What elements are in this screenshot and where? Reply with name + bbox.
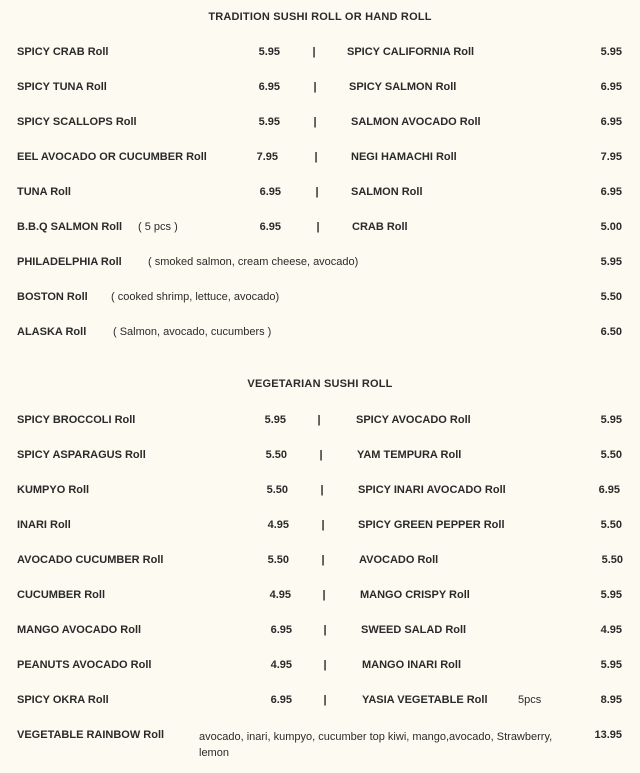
- item-price: 6.95: [259, 186, 281, 198]
- item-price: 5.00: [600, 221, 622, 233]
- item-name: SPICY SALMON Roll: [349, 81, 457, 93]
- item-price: 7.95: [256, 151, 278, 163]
- separator: |: [323, 694, 327, 706]
- item-name: INARI Roll: [17, 519, 71, 531]
- item-price: 6.95: [270, 624, 292, 636]
- item-price: 5.50: [267, 554, 289, 566]
- item-name: SPICY OKRA Roll: [17, 694, 109, 706]
- item-name: PEANUTS AVOCADO Roll: [17, 659, 152, 671]
- separator: |: [320, 484, 324, 496]
- item-price: 5.95: [264, 414, 286, 426]
- item-price: 5.50: [600, 519, 622, 531]
- item-price: 5.95: [600, 256, 622, 268]
- menu-row: [0, 150, 640, 164]
- item-name: YASIA VEGETABLE Roll: [362, 694, 488, 706]
- separator: |: [315, 186, 319, 198]
- item-price: 4.95: [267, 519, 289, 531]
- item-name: VEGETABLE RAINBOW Roll: [17, 729, 165, 741]
- menu-row: [0, 448, 640, 462]
- item-price: 6.95: [600, 116, 622, 128]
- item-price: 6.95: [270, 694, 292, 706]
- menu-row: [0, 185, 640, 199]
- item-name: SPICY GREEN PEPPER Roll: [358, 519, 505, 531]
- item-name: MANGO INARI Roll: [362, 659, 461, 671]
- item-name: CRAB Roll: [352, 221, 408, 233]
- menu-row: [0, 588, 640, 602]
- item-name: TUNA Roll: [17, 186, 71, 198]
- section-title-vegetarian: VEGETARIAN SUSHI ROLL: [247, 378, 393, 390]
- menu-row: [0, 115, 640, 129]
- item-name: SPICY AVOCADO Roll: [356, 414, 471, 426]
- menu-row: [0, 45, 640, 59]
- separator: |: [314, 151, 318, 163]
- item-price: 6.50: [600, 326, 622, 338]
- item-name: KUMPYO Roll: [17, 484, 90, 496]
- item-name: SPICY SCALLOPS Roll: [17, 116, 137, 128]
- item-price: 6.95: [258, 81, 280, 93]
- menu-row: [0, 80, 640, 94]
- item-name: SPICY ASPARAGUS Roll: [17, 449, 146, 461]
- item-name: SPICY BROCCOLI Roll: [17, 414, 136, 426]
- menu-row: [0, 518, 640, 532]
- item-note: ( cooked shrimp, lettuce, avocado): [111, 291, 280, 303]
- item-price: 6.95: [598, 484, 620, 496]
- separator: |: [313, 81, 317, 93]
- item-name: MANGO CRISPY Roll: [360, 589, 470, 601]
- item-price: 6.95: [600, 186, 622, 198]
- separator: |: [323, 624, 327, 636]
- separator: |: [317, 414, 321, 426]
- item-price: 5.95: [600, 46, 622, 58]
- separator: |: [313, 116, 317, 128]
- item-price: 8.95: [600, 694, 622, 706]
- item-price: 5.95: [600, 589, 622, 601]
- item-price: 5.95: [600, 659, 622, 671]
- item-note: ( smoked salmon, cream cheese, avocado): [148, 256, 359, 268]
- item-note: avocado, inari, kumpyo, cucumber top kiwi, mango,avocado, Strawberry, lemon: [199, 731, 553, 759]
- item-price: 5.95: [258, 46, 280, 58]
- item-price: 13.95: [594, 729, 622, 741]
- item-price: 5.50: [265, 449, 287, 461]
- item-price: 5.50: [600, 449, 622, 461]
- item-name: SALMON Roll: [351, 186, 423, 198]
- separator: |: [323, 659, 327, 671]
- menu-row: [0, 220, 640, 234]
- menu-row: [0, 413, 640, 427]
- item-name: SPICY TUNA Roll: [17, 81, 107, 93]
- separator: |: [312, 46, 316, 58]
- item-price: 4.95: [600, 624, 622, 636]
- item-price: 7.95: [600, 151, 622, 163]
- item-name: SALMON AVOCADO Roll: [351, 116, 481, 128]
- item-price: 4.95: [269, 589, 291, 601]
- separator: |: [321, 519, 325, 531]
- separator: |: [316, 221, 320, 233]
- item-name: SPICY CALIFORNIA Roll: [347, 46, 475, 58]
- item-name: SPICY CRAB Roll: [17, 46, 109, 58]
- separator: |: [319, 449, 323, 461]
- item-name: EEL AVOCADO OR CUCUMBER Roll: [17, 151, 207, 163]
- item-price: 5.50: [600, 291, 622, 303]
- menu-row: [0, 623, 640, 637]
- item-price: 5.50: [601, 554, 623, 566]
- item-name: CUCUMBER Roll: [17, 589, 105, 601]
- menu-row: [0, 553, 640, 567]
- menu-row: [0, 255, 640, 269]
- separator: |: [321, 554, 325, 566]
- item-price: 6.95: [600, 81, 622, 93]
- item-note: 5pcs: [518, 694, 542, 706]
- section-title-tradition: TRADITION SUSHI ROLL OR HAND ROLL: [208, 11, 432, 23]
- item-name: YAM TEMPURA Roll: [357, 449, 462, 461]
- item-name: ALASKA Roll: [17, 326, 87, 338]
- item-note: ( Salmon, avocado, cucumbers ): [113, 326, 272, 338]
- menu-row: [0, 325, 640, 339]
- item-name: AVOCADO CUCUMBER Roll: [17, 554, 164, 566]
- item-name: B.B.Q SALMON Roll: [17, 221, 123, 233]
- item-price: 5.95: [258, 116, 280, 128]
- menu-row: [0, 290, 640, 304]
- item-name: NEGI HAMACHI Roll: [351, 151, 457, 163]
- item-price: 5.95: [600, 414, 622, 426]
- item-name: PHILADELPHIA Roll: [17, 256, 122, 268]
- item-price: 6.95: [259, 221, 281, 233]
- item-name: SPICY INARI AVOCADO Roll: [358, 484, 506, 496]
- item-name: MANGO AVOCADO Roll: [17, 624, 142, 636]
- item-name: AVOCADO Roll: [359, 554, 439, 566]
- item-name: BOSTON Roll: [17, 291, 88, 303]
- separator: |: [322, 589, 326, 601]
- item-note: ( 5 pcs ): [138, 221, 178, 233]
- menu-row: [0, 693, 640, 707]
- item-price: 4.95: [270, 659, 292, 671]
- menu-row: [0, 483, 640, 497]
- item-name: SWEED SALAD Roll: [361, 624, 467, 636]
- item-price: 5.50: [266, 484, 288, 496]
- menu-row: [0, 658, 640, 672]
